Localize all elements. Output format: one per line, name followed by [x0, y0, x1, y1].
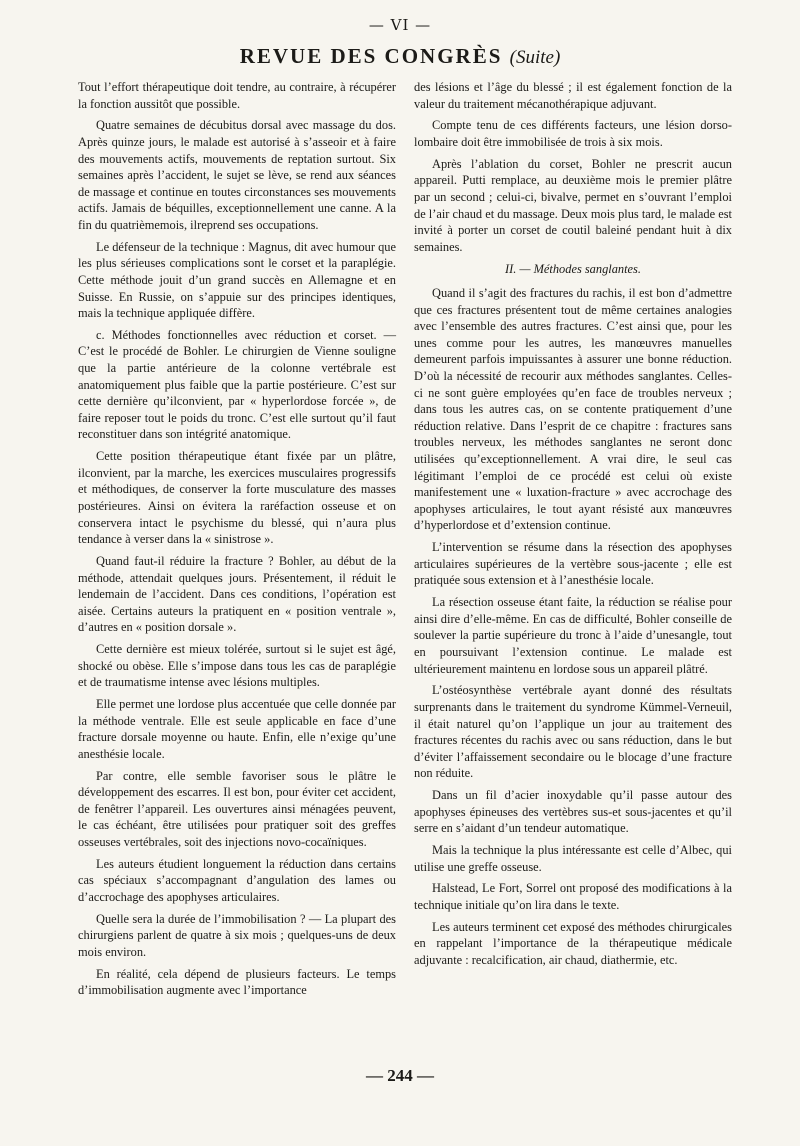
paragraph: Dans un fil d’acier inoxydable qu’il passe autour des apophyses épineuses des vertèbres sus-et sous-jacentes et qu’il serre en s’aidant d’un tendeur automatique. [414, 788, 732, 836]
paragraph: Compte tenu de ces différents facteurs, une lésion dorso-lombaire doit être immobilisée de trois à six mois. [414, 118, 732, 149]
paragraph: Quatre semaines de décubitus dorsal avec massage du dos. Après quinze jours, le malade est autorisé à s’asseoir et à faire des mouvements actifs, mouvements de reptation surtout. Six semaines après l’accident, le sujet se lève, se rend aux séances de massage et continue en toutes circonstances ses mouvements actifs. Jamais de béquilles, exceptionnellement une canne. A la fin du quatrièmemois, ilreprend ses occupations. [78, 118, 396, 232]
paragraph: Cette position thérapeutique étant fixée par un plâtre, ilconvient, par la marche, les exercices musculaires progressifs et méthodiques, de conserver la forte musculature des masses postérieures. Ainsi on évitera la raréfaction osseuse et on conservera intact le psychisme du blessé, qui n’aura plus tendance à verser dans la « sinistrose ». [78, 449, 396, 547]
paragraph: L’intervention se résume dans la résection des apophyses articulaires supérieures de la vertèbre sous-jacente ; elle est pratiquée sous extension et à l’anesthésie locale. [414, 540, 732, 588]
paragraph: Quelle sera la durée de l’immobilisation ? — La plupart des chirurgiens parlent de quatre à six mois ; quelques-uns de deux mois environ. [78, 911, 396, 959]
paragraph: Quand faut-il réduire la fracture ? Bohler, au début de la méthode, attendait quelques jours. Présentement, il réduit le lendemain de l’accident. Dans ces conditions, l’opération est aisée. Certains auteurs la pratiquent en « position ventrale », d’autres en « position dorsale ». [78, 553, 396, 635]
paragraph: Cette dernière est mieux tolérée, surtout si le sujet est âgé, shocké ou obèse. Elle s’impose dans tous les cas de paraplégie et de traumatisme intense avec lésions multiples. [78, 642, 396, 690]
paragraph: La résection osseuse étant faite, la réduction se réalise pour ainsi dire d’elle-même. En cas de difficulté, Bohler conseille de soulever la partie supérieure du tronc à l’aide d’unesangle, tout en poursuivant l’extension continue. Le malade est ultérieurement maintenu en lordose sous un appareil plâtré. [414, 595, 732, 676]
paragraph: Elle permet une lordose plus accentuée que celle donnée par la méthode ventrale. Elle est seule applicable en face d’une fracture dorsale moyenne ou haute. Enfin, elle n’exige qu’une anesthésie locale. [78, 697, 396, 761]
header-subtitle: (Suite) [509, 47, 561, 68]
header-title: REVUE DES CONGRÈS [239, 44, 503, 68]
page-header [0, 44, 800, 69]
page-number: — 244 — [366, 1066, 434, 1085]
paragraph: des lésions et l’âge du blessé ; il est également fonction de la valeur du traitement mécanothérapique adjuvant. [414, 80, 732, 111]
paragraph: Tout l’effort thérapeutique doit tendre, au contraire, à récupérer la fonction aussitôt que possible. [78, 80, 396, 111]
paragraph: Par contre, elle semble favoriser sous le plâtre le développement des escarres. Il est bon, pour éviter cet accident, de fenêtrer l’appareil. Les ouvertures ainsi ménagées peuvent, le cas échéant, être utilisées pour pratiquer soit des greffes osseuses vertébrales, soit des injections novo-cocaïniques. [78, 768, 396, 850]
paragraph: Mais la technique la plus intéressante est celle d’Albec, qui utilise une greffe osseuse. [414, 843, 732, 874]
section-heading: II. — Méthodes sanglantes. [505, 261, 641, 276]
paragraph: Après l’ablation du corset, Bohler ne prescrit aucun appareil. Putti remplace, au deuxième mois le premier plâtre par un second ; celui-ci, bivalve, permet en s’ouvrant l’emploi de l’air chaud et du massage. Deux mois plus tard, le malade est invité à porter un corset de coutil baleiné pendant huit à dix semaines. [414, 156, 732, 254]
paragraph: L’ostéosynthèse vertébrale ayant donné des résultats surprenants dans le traitement du syndrome Kümmel-Verneuil, il était naturel qu’on l’applique un jour au traitement des fractures récentes du rachis avec ou sans réduction, dans le but d’éviter l’affaissement secondaire ou le blocage d’une fracture non réduite. [414, 683, 732, 781]
paragraph: Les auteurs étudient longuement la réduction dans certains cas spéciaux s’accompagnant d’angulation des lames ou d’accrochage des apophyses articulaires. [78, 856, 396, 904]
left-column [78, 79, 396, 1004]
folio: — VI — [368, 16, 432, 34]
paragraph: Le défenseur de la technique : Magnus, dit avec humour que les plus sérieuses complications sont le corset et la paraplégie. Cette méthode jouit d’un grand succès en Allemagne et en Suisse. En Russie, on s’appuie sur des principes identiques, mais la technique appliquée diffère. [78, 239, 396, 321]
paragraph: En réalité, cela dépend de plusieurs facteurs. Le temps d’immobilisation augmente avec l’importance [78, 966, 396, 998]
paragraph: c. Méthodes fonctionnelles avec réduction et corset. — C’est le procédé de Bohler. Le chirurgien de Vienne souligne que la partie antérieure de la colonne vertébrale est anatomiquement plus faible que la partie postérieure. C’est sur cette dernière qu’ilconvient, par « hyperlordose forcée », de faire reposer tout le poids du tronc. C’est elle surtout qu’il faut reconstituer dans son intégrité anatomique. [78, 327, 396, 442]
paragraph: Les auteurs terminent cet exposé des méthodes chirurgicales en rappelant l’importance de la thérapeutique médicale adjuvante : recalcification, air chaud, diathermie, etc. [414, 919, 732, 967]
right-column [414, 79, 732, 974]
paragraph: Quand il s’agit des fractures du rachis, il est bon d’admettre que ces fractures présentent tout de même certaines analogies avec l’ensemble des autres fractures. C’est ainsi que, pour les unes comme pour les autres, les manœuvres manuelles demeurent parfois impuissantes à assurer une bonne réduction. D’où la nécessité de recourir aux méthodes sanglantes. Celles-ci ne sont guère employées qu’en face de troubles nerveux ; dans tous les autres cas, on se contente pratiquement d’une réduction relative. Dans l’esprit de ce chapitre : fractures sans troubles nerveux, les méthodes sanglantes ne seront donc utilisées qu’exceptionnellement. A vrai dire, le seul cas légitimant l’emploi de ce procédé est celui où existe manifestement une « luxation-fracture » avec accrochage des apophyses articulaires, le tout ayant résisté aux manœuvres d’hyperlordose et d’extension continue. [414, 286, 732, 533]
paragraph: Halstead, Le Fort, Sorrel ont proposé des modifications à la technique initiale qu’on lira dans le texte. [414, 881, 732, 912]
